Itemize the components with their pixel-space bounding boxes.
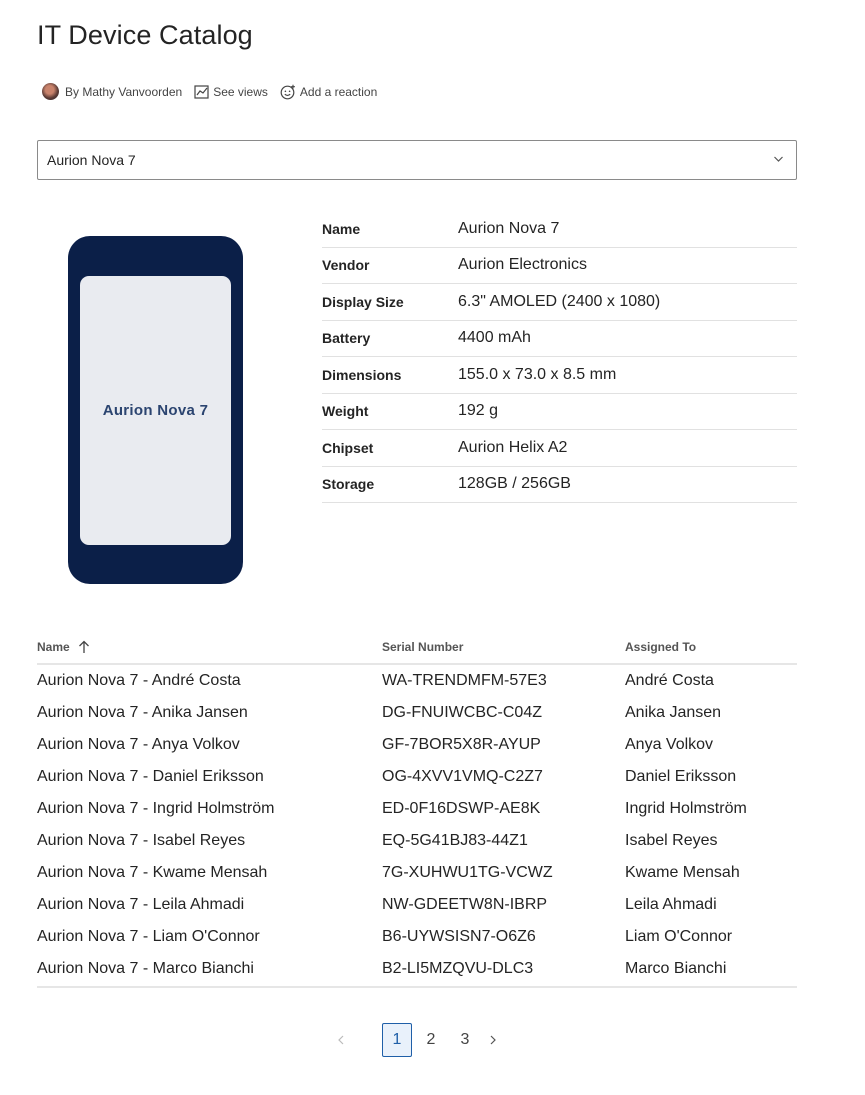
device-image-label: Aurion Nova 7 xyxy=(102,402,209,419)
see-views-button[interactable] xyxy=(194,85,268,99)
cell-serial-number: NW-GDEETW8N-IBRP xyxy=(382,896,548,913)
cell-serial-number: DG-FNUIWCBC-C04Z xyxy=(382,704,542,721)
table-row[interactable] xyxy=(37,857,797,889)
cell-name: Aurion Nova 7 - Isabel Reyes xyxy=(37,832,246,849)
spec-row xyxy=(322,248,797,285)
page-title: IT Device Catalog xyxy=(37,20,253,50)
cell-assigned-to: Liam O'Connor xyxy=(625,928,733,945)
author-label: By Mathy Vanvoorden xyxy=(65,84,183,99)
cell-name: Aurion Nova 7 - Liam O'Connor xyxy=(37,928,260,945)
spec-value: 128GB / 256GB xyxy=(458,475,571,493)
page-button-3[interactable]: 3 xyxy=(460,1031,470,1048)
spec-table xyxy=(322,211,797,503)
spec-row xyxy=(322,357,797,394)
page-button-2[interactable]: 2 xyxy=(426,1031,436,1048)
spec-label: Weight xyxy=(322,403,369,420)
page-meta xyxy=(42,83,389,100)
spec-label: Dimensions xyxy=(322,366,402,383)
chevron-right-icon xyxy=(489,1035,497,1045)
avatar xyxy=(42,83,59,100)
author-link[interactable] xyxy=(42,83,182,100)
table-row[interactable] xyxy=(37,825,797,857)
cell-name: Aurion Nova 7 - Anika Jansen xyxy=(37,704,248,721)
spec-label: Name xyxy=(322,220,361,237)
device-select-value: Aurion Nova 7 xyxy=(47,152,136,168)
page-button-1[interactable]: 1 xyxy=(382,1023,412,1057)
column-header-name-label: Name xyxy=(37,639,70,654)
spec-label: Chipset xyxy=(322,439,374,456)
cell-serial-number: OG-4XVV1VMQ-C2Z7 xyxy=(382,768,543,785)
cell-name: Aurion Nova 7 - Leila Ahmadi xyxy=(37,896,245,913)
table-row[interactable] xyxy=(37,793,797,825)
cell-serial-number: B2-LI5MZQVU-DLC3 xyxy=(382,960,534,977)
cell-name: Aurion Nova 7 - André Costa xyxy=(37,672,241,689)
spec-label: Battery xyxy=(322,330,371,347)
previous-page-button[interactable] xyxy=(330,1028,352,1052)
spec-value: Aurion Nova 7 xyxy=(458,219,560,237)
table-header xyxy=(37,630,797,665)
pagination xyxy=(330,1022,504,1058)
device-table xyxy=(37,630,797,988)
add-reaction-button[interactable] xyxy=(280,84,377,100)
see-views-label: See views xyxy=(213,84,268,99)
cell-assigned-to: Marco Bianchi xyxy=(625,960,727,977)
spec-value: 6.3" AMOLED (2400 x 1080) xyxy=(458,292,661,310)
column-header-serial[interactable]: Serial Number xyxy=(382,639,464,654)
table-body xyxy=(37,665,797,988)
smiley-add-icon xyxy=(280,84,296,100)
cell-serial-number: ED-0F16DSWP-AE8K xyxy=(382,800,541,817)
spec-row xyxy=(322,394,797,431)
spec-value: Aurion Electronics xyxy=(458,256,587,274)
cell-name: Aurion Nova 7 - Anya Volkov xyxy=(37,736,240,753)
chart-trend-icon xyxy=(194,85,209,99)
add-reaction-label: Add a reaction xyxy=(299,84,378,99)
table-row[interactable] xyxy=(37,761,797,793)
spec-label: Vendor xyxy=(322,257,370,274)
column-header-assigned[interactable]: Assigned To xyxy=(625,639,697,654)
spec-row xyxy=(322,430,797,467)
cell-serial-number: B6-UYWSISN7-O6Z6 xyxy=(382,928,536,945)
table-row[interactable] xyxy=(37,729,797,761)
spec-value: 192 g xyxy=(458,402,499,420)
table-row[interactable] xyxy=(37,665,797,697)
chevron-down-icon xyxy=(773,155,784,163)
cell-assigned-to: Anya Volkov xyxy=(625,736,714,753)
cell-serial-number: 7G-XUHWU1TG-VCWZ xyxy=(382,864,553,881)
device-select[interactable] xyxy=(37,140,797,180)
next-page-button[interactable] xyxy=(482,1028,504,1052)
cell-name: Aurion Nova 7 - Marco Bianchi xyxy=(37,960,254,977)
cell-assigned-to: Anika Jansen xyxy=(625,704,722,721)
arrow-up-icon xyxy=(78,640,90,654)
cell-name: Aurion Nova 7 - Kwame Mensah xyxy=(37,864,268,881)
column-header-name[interactable] xyxy=(37,640,382,654)
cell-serial-number: EQ-5G41BJ83-44Z1 xyxy=(382,832,528,849)
spec-value: 4400 mAh xyxy=(458,329,531,347)
cell-assigned-to: Ingrid Holmström xyxy=(625,800,747,817)
spec-row xyxy=(322,321,797,358)
cell-name: Aurion Nova 7 - Daniel Eriksson xyxy=(37,768,264,785)
spec-value: Aurion Helix A2 xyxy=(458,438,568,456)
spec-value: 155.0 x 73.0 x 8.5 mm xyxy=(458,365,617,383)
table-row[interactable] xyxy=(37,953,797,985)
spec-label: Display Size xyxy=(322,293,404,310)
device-image xyxy=(68,236,243,584)
cell-name: Aurion Nova 7 - Ingrid Holmström xyxy=(37,800,275,817)
spec-row xyxy=(322,467,797,504)
cell-assigned-to: Daniel Eriksson xyxy=(625,768,737,785)
cell-assigned-to: André Costa xyxy=(625,672,714,689)
cell-assigned-to: Kwame Mensah xyxy=(625,864,740,881)
table-row[interactable] xyxy=(37,697,797,729)
spec-label: Storage xyxy=(322,476,375,493)
spec-row xyxy=(322,284,797,321)
table-row[interactable] xyxy=(37,921,797,953)
cell-assigned-to: Isabel Reyes xyxy=(625,832,718,849)
table-row[interactable] xyxy=(37,889,797,921)
device-screen xyxy=(80,276,231,545)
cell-serial-number: WA-TRENDMFM-57E3 xyxy=(382,672,547,689)
cell-serial-number: GF-7BOR5X8R-AYUP xyxy=(382,736,541,753)
chevron-left-icon xyxy=(337,1035,345,1045)
spec-row xyxy=(322,211,797,248)
cell-assigned-to: Leila Ahmadi xyxy=(625,896,717,913)
